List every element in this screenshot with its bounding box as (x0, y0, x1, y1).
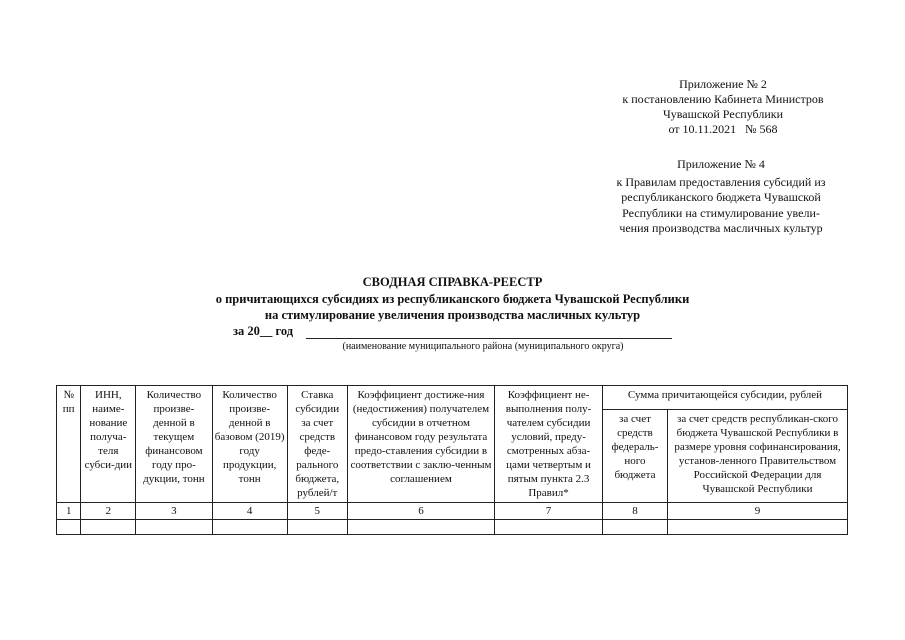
district-name-caption: (наименование муниципального района (муниципального округа) (342, 341, 624, 352)
appendix-2-block (598, 77, 848, 137)
empty-cell (212, 520, 287, 535)
empty-cell (136, 520, 212, 535)
district-name-underline (306, 338, 672, 339)
document-title: СВОДНАЯ СПРАВКА-РЕЕСТР (362, 275, 543, 289)
appendix-4-title: Приложение № 4 (677, 157, 765, 171)
empty-cell (347, 520, 494, 535)
empty-cell (668, 520, 848, 535)
appendix-4-block (597, 157, 845, 237)
header-current-production: Количество произве-денной в текущем финансовом году про-дукции, тонн (136, 386, 212, 503)
empty-cell (495, 520, 603, 535)
appendix-4-line-5: чения производства масличных культур (619, 221, 823, 235)
column-numbers-row (57, 503, 848, 520)
column-number: 4 (212, 503, 287, 520)
header-number: № пп (57, 386, 81, 503)
appendix-2-date: от 10.11.2021 № 568 (668, 122, 778, 136)
registry-table (56, 385, 848, 535)
empty-cell (287, 520, 347, 535)
header-subsidy-rate: Ставка субсидии за счет средств феде-рального бюджета, рублей/т (287, 386, 347, 503)
header-inn-name: ИНН, наиме-нование получа-теля субси-дии (81, 386, 136, 503)
empty-cell (81, 520, 136, 535)
header-federal-budget: за счет средств федераль-ного бюджета (602, 410, 667, 503)
column-number: 9 (668, 503, 848, 520)
document-subtitle-2: на стимулирование увеличения производства масличных культур (264, 308, 641, 322)
empty-data-row (57, 520, 848, 535)
column-number: 2 (81, 503, 136, 520)
column-number: 1 (57, 503, 81, 520)
header-base-production: Количество произве-денной в базовом (2019) году продукции, тонн (212, 386, 287, 503)
report-year: за 20__ год (233, 324, 294, 338)
header-subsidy-sum-group: Сумма причитающейся субсидии, рублей (602, 386, 847, 410)
appendix-4-line-2: к Правилам предоставления субсидий из (616, 174, 826, 189)
empty-cell (57, 520, 81, 535)
column-number: 7 (495, 503, 603, 520)
appendix-2-decree: к постановлению Кабинета Министров (622, 92, 824, 106)
appendix-4-line-3: республиканского бюджета Чувашской (621, 190, 821, 204)
empty-cell (602, 520, 667, 535)
appendix-4-line-4: Республики на стимулирование увели- (622, 205, 820, 220)
column-number: 3 (136, 503, 212, 520)
appendix-2-republic: Чувашской Республики (662, 107, 784, 121)
column-number: 6 (347, 503, 494, 520)
appendix-2-title: Приложение № 2 (679, 77, 767, 91)
document-subtitle-1: о причитающихся субсидиях из республиканского бюджета Чувашской Республики (215, 292, 690, 306)
column-number: 5 (287, 503, 347, 520)
column-number: 8 (602, 503, 667, 520)
header-achievement-coefficient: Коэффициент достиже-ния (недостижения) получателем субсидии в отчетном финансовом году результата предо-ставления субсидии в соответствии с заклю-ченным соглашением (347, 386, 494, 503)
header-republic-budget: за счет средств республикан-ского бюджета Чувашской Республики в размере уровня софинансирования, установ-ленного Правительством Российской Федерации для Чувашской Республики (668, 410, 848, 503)
header-nonfulfillment-coefficient: Коэффициент не-выполнения полу-чателем субсидии условий, преду-смотренных абза-цами четвертым и пятым пункта 2.3 Правил* (495, 386, 603, 503)
